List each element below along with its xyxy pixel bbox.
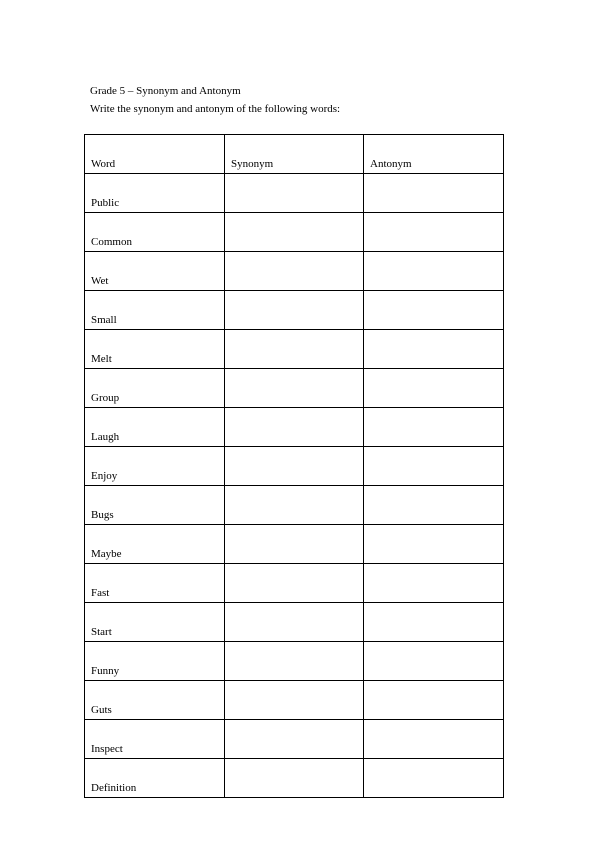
synonym-answer-cell[interactable]: [225, 720, 364, 759]
word-cell: Common: [85, 213, 225, 252]
word-cell: Start: [85, 603, 225, 642]
synonym-answer-cell[interactable]: [225, 564, 364, 603]
table-row: [85, 720, 504, 759]
word-cell: Small: [85, 291, 225, 330]
synonym-antonym-table: [84, 134, 504, 798]
word-cell: Public: [85, 174, 225, 213]
word-cell: Fast: [85, 564, 225, 603]
antonym-answer-cell[interactable]: [364, 447, 504, 486]
antonym-answer-cell[interactable]: [364, 252, 504, 291]
header-word: Word: [85, 135, 225, 174]
word-cell: Maybe: [85, 525, 225, 564]
antonym-answer-cell[interactable]: [364, 642, 504, 681]
word-cell: Definition: [85, 759, 225, 798]
table-row: [85, 564, 504, 603]
word-cell: Inspect: [85, 720, 225, 759]
table-body: [85, 174, 504, 798]
antonym-answer-cell[interactable]: [364, 681, 504, 720]
word-cell: Group: [85, 369, 225, 408]
antonym-answer-cell[interactable]: [364, 213, 504, 252]
synonym-answer-cell[interactable]: [225, 681, 364, 720]
synonym-answer-cell[interactable]: [225, 759, 364, 798]
antonym-answer-cell[interactable]: [364, 486, 504, 525]
header-antonym: Antonym: [364, 135, 504, 174]
table-row: [85, 759, 504, 798]
word-cell: Guts: [85, 681, 225, 720]
word-cell: Bugs: [85, 486, 225, 525]
synonym-answer-cell[interactable]: [225, 252, 364, 291]
table-row: [85, 291, 504, 330]
synonym-answer-cell[interactable]: [225, 291, 364, 330]
word-cell: Enjoy: [85, 447, 225, 486]
synonym-answer-cell[interactable]: [225, 447, 364, 486]
table-row: [85, 408, 504, 447]
synonym-answer-cell[interactable]: [225, 642, 364, 681]
antonym-answer-cell[interactable]: [364, 408, 504, 447]
antonym-answer-cell[interactable]: [364, 330, 504, 369]
synonym-answer-cell[interactable]: [225, 525, 364, 564]
synonym-answer-cell[interactable]: [225, 603, 364, 642]
synonym-answer-cell[interactable]: [225, 174, 364, 213]
synonym-answer-cell[interactable]: [225, 213, 364, 252]
table-row: [85, 603, 504, 642]
antonym-answer-cell[interactable]: [364, 369, 504, 408]
synonym-answer-cell[interactable]: [225, 330, 364, 369]
table-row: [85, 252, 504, 291]
instruction-text: Write the synonym and antonym of the following words:: [90, 103, 341, 115]
antonym-answer-cell[interactable]: [364, 564, 504, 603]
synonym-answer-cell[interactable]: [225, 369, 364, 408]
table-row: [85, 174, 504, 213]
table-row: [85, 369, 504, 408]
table-row: [85, 525, 504, 564]
table-row: [85, 486, 504, 525]
word-cell: Laugh: [85, 408, 225, 447]
antonym-answer-cell[interactable]: [364, 291, 504, 330]
table-row: [85, 681, 504, 720]
synonym-answer-cell[interactable]: [225, 408, 364, 447]
synonym-answer-cell[interactable]: [225, 486, 364, 525]
antonym-answer-cell[interactable]: [364, 525, 504, 564]
table-row: [85, 213, 504, 252]
word-cell: Wet: [85, 252, 225, 291]
antonym-answer-cell[interactable]: [364, 720, 504, 759]
page-title: Grade 5 – Synonym and Antonym: [90, 85, 241, 97]
word-cell: Melt: [85, 330, 225, 369]
antonym-answer-cell[interactable]: [364, 174, 504, 213]
table-row: [85, 330, 504, 369]
word-cell: Funny: [85, 642, 225, 681]
table-row: [85, 447, 504, 486]
antonym-answer-cell[interactable]: [364, 759, 504, 798]
header-synonym: Synonym: [225, 135, 364, 174]
table-header-row: [85, 135, 504, 174]
antonym-answer-cell[interactable]: [364, 603, 504, 642]
table-row: [85, 642, 504, 681]
